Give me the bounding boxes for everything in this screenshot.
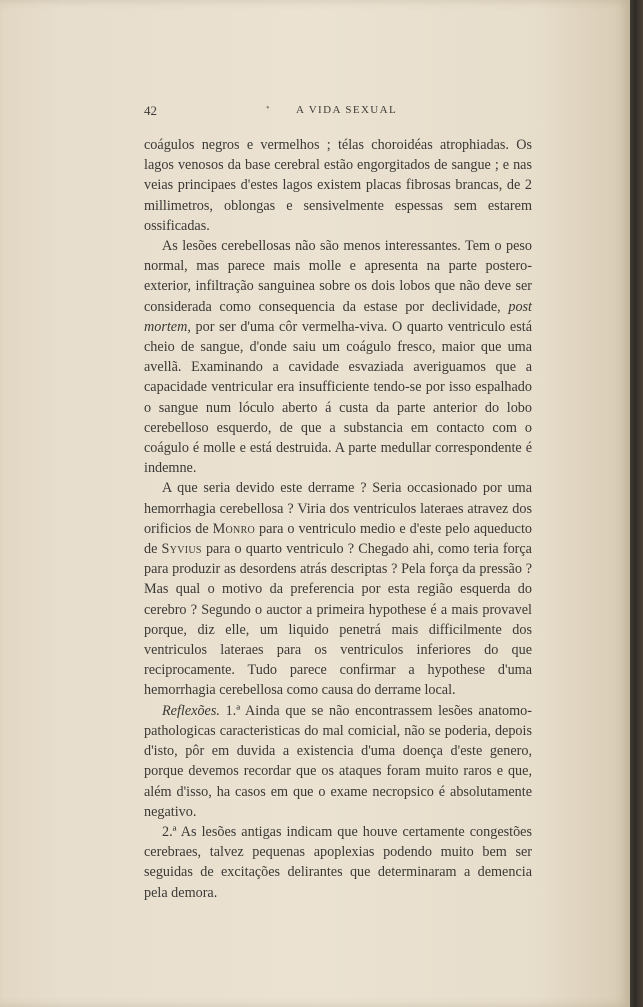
paragraph-5: 2.ª As lesões antigas indicam que houve certamente congestões cerebraes, talvez pequenas apoplexias podendo muito bem ser seguidas de excitações delirantes que determinaram a demencia pela demora. bbox=[144, 823, 532, 901]
paragraph-2-text-a: As lesões cerebellosas não são menos interessantes. Tem o peso normal, mas parece mais molle e apresenta na parte postero-exterior, infiltração sanguinea sobre os dois lobos que não deve ser considerada como consequencia da estase por declividade, bbox=[144, 238, 532, 315]
paragraph-2 bbox=[144, 236, 532, 478]
paragraph-4-text: 1.ª Ainda que se não encontrassem lesões anatomo-pathologicas caracteristicas do mal comicial, não se poderia, depois d'isto, pôr em duvida a existencia d'uma doença d'este genero, porque devemos recordar que os ataques foram muito raros e que, além d'isso, ha casos em que o exame necropsico é absolutamente negativo. bbox=[144, 702, 532, 820]
paragraph-3 bbox=[144, 478, 532, 700]
paragraph-3-text-a: A que seria devido este derrame ? Seria occasionado por uma hemorrhagia cerebellosa ? Viria dos ventriculos lateraes atravez dos orificios de bbox=[144, 480, 532, 537]
paragraph-3-name-syvius: Syvius bbox=[161, 541, 202, 558]
paragraph-3-name-monro: Monro bbox=[212, 520, 256, 537]
page-number: 42 bbox=[144, 103, 157, 118]
reflexoes-heading: Reflexões. bbox=[162, 702, 220, 719]
paragraph-2-latin: post mortem bbox=[144, 298, 532, 335]
paragraph-3-text-b: para o ventriculo medio e d'este pelo aqueducto de bbox=[144, 520, 532, 558]
book-edge bbox=[630, 0, 643, 1007]
body-text bbox=[144, 135, 532, 903]
header-ornament: • bbox=[266, 103, 270, 114]
paragraph-3-text-c: para o quarto ventriculo ? Chegado ahi, como teria força para produzir as desordens atrás descriptas ? Pela força da pressão ? Mas qual o motivo da preferencia por esta região esquerda do cerebro ? Segundo o auctor a primeira hypothese é a mais provavel porque, diz elle, um liquido penetrá mais difficilmente dos ventriculos lateraes para os ventriculos inferiores do que reciprocamente. Tudo parece confirmar a hypothese d'uma hemorrhagia cerebellosa como causa do derrame local. bbox=[144, 541, 532, 699]
paragraph-1: coágulos negros e vermelhos ; télas choroidéas atrophiadas. Os lagos venosos da base cerebral estão engorgitados de sangue ; e nas veias principaes d'estes lagos existem placas fibrosas brancas, de 2 millimetros, oblongas e sensivelmente espessas sem estarem ossificadas. bbox=[144, 137, 532, 234]
running-head bbox=[144, 103, 532, 121]
paragraph-4 bbox=[144, 701, 532, 822]
paragraph-2-text-b: , por ser d'uma côr vermelha-viva. O quarto ventriculo está cheio de sangue, d'onde saiu um coágulo fresco, maior que uma avellã. Examinando a cavidade esvaziada averiguamos que a capacidade ventricular era insufficiente tendo-se por isso espalhado o sangue num lóculo aberto á custa da parte anterior do lobo cerebelloso esquerdo, de que a substancia em contacto com o coágulo é molle e está destruida. A parte medullar correspondente é indemne. bbox=[144, 318, 532, 477]
running-title: A VIDA SEXUAL bbox=[296, 104, 398, 116]
